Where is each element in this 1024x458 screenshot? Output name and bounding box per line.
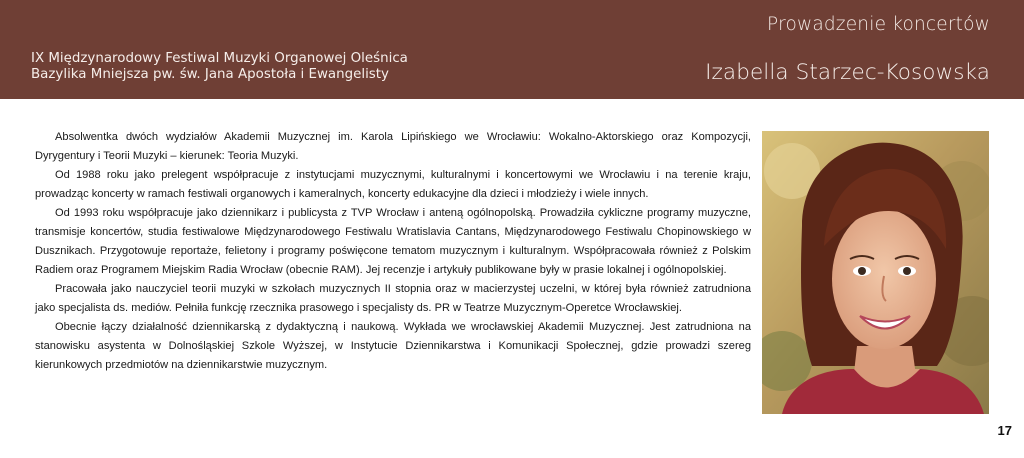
portrait-photo bbox=[762, 131, 989, 414]
festival-title: IX Międzynarodowy Festiwal Muzyki Organowej Oleśnica bbox=[31, 51, 408, 66]
person-name: Izabella Starzec-Kosowska bbox=[705, 60, 990, 85]
bio-paragraph: Pracowała jako nauczyciel teorii muzyki w szkołach muzycznych II stopnia oraz w macierzystej uczelni, w której była również zatrudniona jako specjalista ds. mediów. Pełniła funkcję rzecznika prasowego i specjalisty ds. PR w Teatrze Muzycznym-Operetce Wrocławskiej. bbox=[35, 283, 751, 314]
festival-venue: Bazylika Mniejsza pw. św. Jana Apostoła i Ewangelisty bbox=[31, 67, 389, 82]
page-header bbox=[0, 0, 1024, 99]
bio-paragraph: Absolwentka dwóch wydziałów Akademii Muzycznej im. Karola Lipińskiego we Wrocławiu: Wokalno-Aktorskiego oraz Kompozycji, Dyrygentury i Teorii Muzyki – kierunek: Teoria Muzyki. bbox=[35, 131, 751, 162]
page-number: 17 bbox=[997, 423, 1012, 438]
portrait-illustration bbox=[762, 131, 989, 414]
festival-info bbox=[31, 51, 408, 83]
section-label: Prowadzenie koncertów bbox=[767, 14, 990, 35]
bio-paragraph: Od 1993 roku współpracuje jako dziennikarz i publicysta z TVP Wrocław i anteną ogólnopolską. Prowadziła cykliczne programy muzyczne, transmisje koncertów, studia festiwalowe Międzynarodowego Festiwalu Wratislavia Cantans, Międzynarodowego Festiwalu Chopinowskiego w Dusznikach. Przygotowuje reportaże, felietony i programy poświęcone tematom muzycznym i kulturalnym. Współpracowała również z Polskim Radiem oraz Programem Miejskim Radia Wrocław (obecnie RAM). Jej recenzje i artykuły publikowane były w prasie lokalnej i ogólnopolskiej. bbox=[35, 207, 751, 276]
bio-paragraph: Od 1988 roku jako prelegent współpracuje z instytucjami muzycznymi, kulturalnymi i koncertowymi we Wrocławiu i na terenie kraju, prowadząc koncerty w ramach festiwali organowych i kameralnych, koncerty edukacyjne dla dzieci i młodzieży i wiele innych. bbox=[35, 169, 751, 200]
biography-text bbox=[35, 128, 751, 375]
bio-paragraph: Obecnie łączy działalność dziennikarską z dydaktyczną i naukową. Wykłada we wrocławskiej Akademii Muzycznej. Jest zatrudniona na stanowisku asystenta w Dolnośląskiej Szkole Wyższej, w Instytucie Dziennikarstwa i Komunikacji Społecznej, gdzie prowadzi szereg kierunkowych przedmiotów na dziennikarstwie muzycznym. bbox=[35, 321, 751, 371]
